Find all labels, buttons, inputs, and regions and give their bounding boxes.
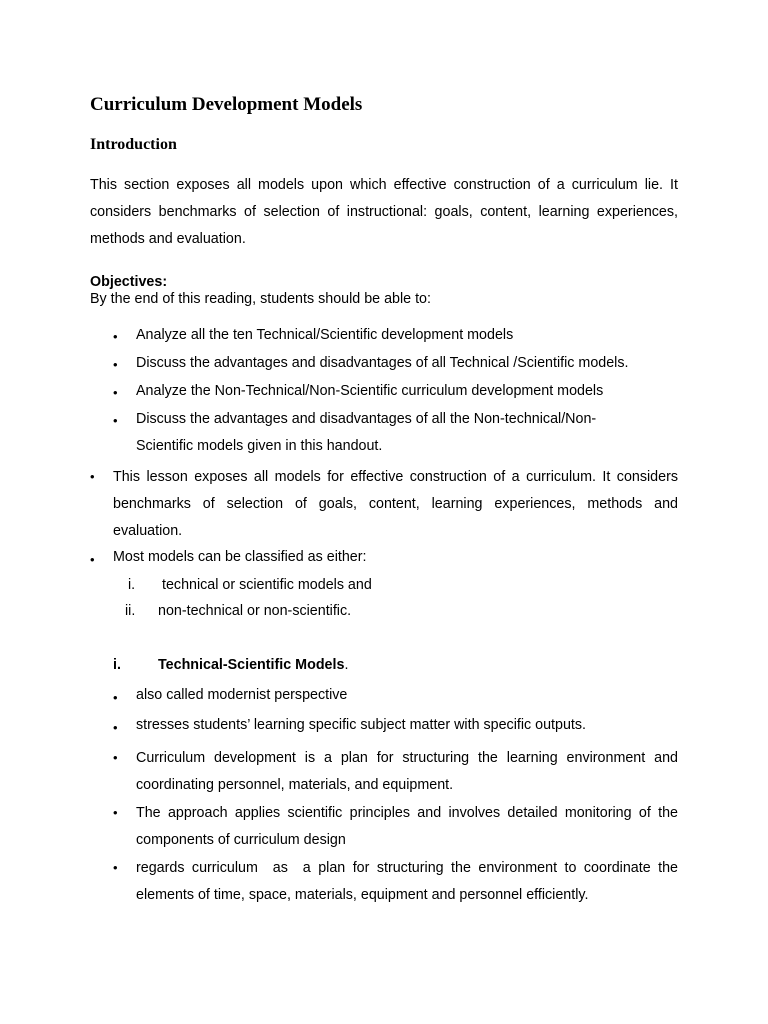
section-bullet-line: regards curriculum as a plan for structuring the environment to coordinate the [136,860,678,876]
bullet-icon: • [113,413,118,428]
intro-line: This section exposes all models upon which effective construction of a curriculum lie. It [90,177,678,193]
objective-item: Analyze the Non-Technical/Non-Scientific curriculum development models [136,383,604,399]
document-title: Curriculum Development Models [90,94,363,115]
bullet-icon: • [90,469,95,484]
objective-item-continued: Scientific models given in this handout. [136,438,383,454]
bullet-icon: • [113,385,118,400]
intro-paragraph [90,172,678,253]
intro-line: considers benchmarks of selection of instructional: goals, content, learning experiences, [90,204,678,220]
section-bullet-line: The approach applies scientific principles and involves detailed monitoring of the [136,805,678,821]
sub-item: technical or scientific models and [162,577,372,593]
section-bullet-line: Curriculum development is a plan for structuring the learning environment and [136,750,678,766]
intro-heading: Introduction [90,136,177,153]
lesson-line: benchmarks of selection of goals, content, learning experiences, methods and [113,496,678,512]
objective-item: Analyze all the ten Technical/Scientific development models [136,327,514,343]
section-bullet: also called modernist perspective [136,687,348,703]
section-heading [158,657,348,673]
roman-numeral: i. [128,577,136,593]
bullet-icon: • [113,805,118,820]
section-bullet-block [136,745,678,799]
bullet-icon: • [113,690,118,705]
sub-item: non-technical or non-scientific. [158,603,352,619]
bullet-icon: • [113,860,118,875]
objective-item: Discuss the advantages and disadvantages of all Technical /Scientific models. [136,355,629,371]
section-heading-period: . [344,657,349,673]
section-numeral: i. [113,657,121,673]
section-bullet-line: elements of time, space, materials, equipment and personnel efficiently. [136,887,589,903]
roman-numeral: ii. [125,603,136,619]
objectives-label: Objectives: [90,274,168,290]
objective-item: Discuss the advantages and disadvantages of all the Non-technical/Non- [136,411,597,427]
lesson-line: This lesson exposes all models for effective construction of a curriculum. It considers [113,469,678,485]
bullet-icon: • [113,329,118,344]
objectives-lead: By the end of this reading, students should be able to: [90,291,431,307]
section-bullet: stresses students’ learning specific subject matter with specific outputs. [136,717,587,733]
lesson-line: evaluation. [113,523,183,539]
lesson-point: Most models can be classified as either: [113,549,367,565]
section-bullet-line: components of curriculum design [136,832,346,848]
bullet-icon: • [113,720,118,735]
lesson-paragraph [113,464,678,545]
intro-line: methods and evaluation. [90,231,246,247]
section-bullet-line: coordinating personnel, materials, and equipment. [136,777,454,793]
section-bullet-block [136,800,678,854]
bullet-icon: • [113,750,118,765]
section-heading-text: Technical-Scientific Models [158,657,345,673]
bullet-icon: • [90,552,95,567]
bullet-icon: • [113,357,118,372]
section-bullet-block [136,855,678,909]
